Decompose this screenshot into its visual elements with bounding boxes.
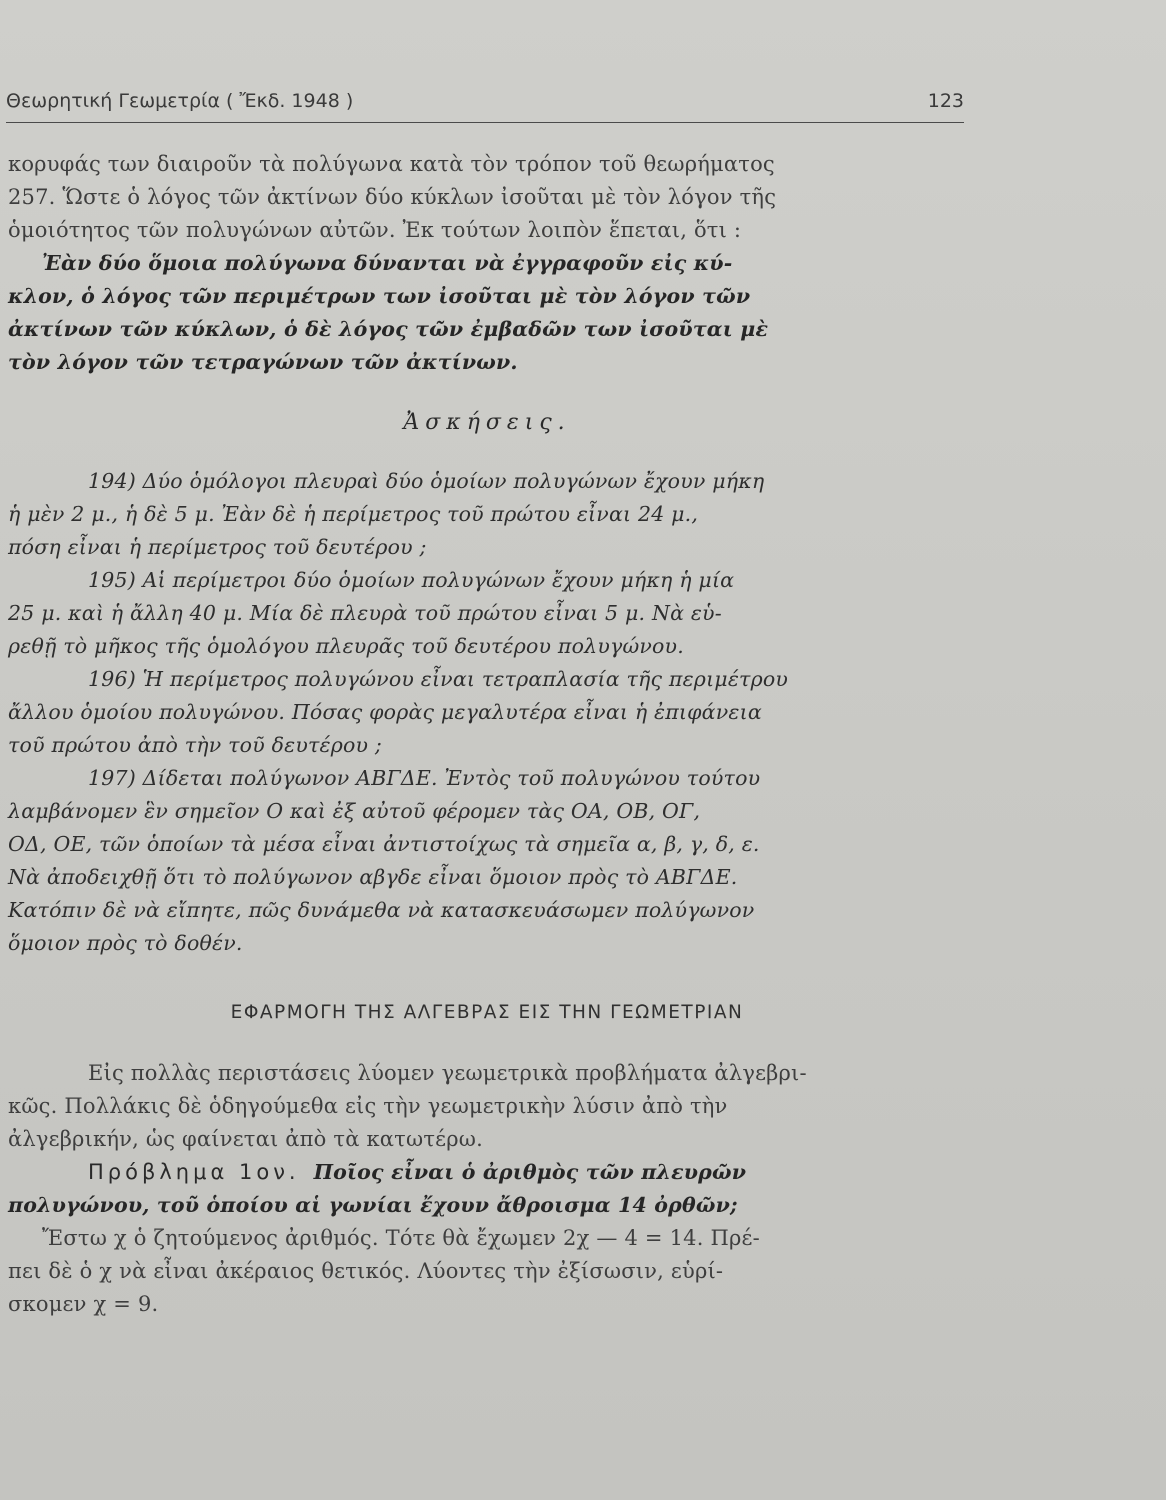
paragraph-line: Εἰς πολλὰς περιστάσεις λύομεν γεωμετρικὰ προβλήματα ἀλγεβρι- — [88, 1061, 807, 1085]
exercise-197-line: Νὰ ἀποδειχθῇ ὅτι τὸ πολύγωνον αβγδε εἶναι ὅμοιον πρὸς τὸ ΑΒΓΔΕ. — [8, 865, 738, 889]
running-title: Θεωρητική Γεωμετρία ( Ἔκδ. 1948 ) — [6, 90, 354, 112]
solution-line: Ἔστω χ ὁ ζητούμενος ἀριθμός. Τότε θὰ ἔχωμεν 2χ — 4 = 14. Πρέ- — [42, 1226, 760, 1250]
exercise-196-line: 196) Ἡ περίμετρος πολυγώνου εἶναι τετραπλασία τῆς περιμέτρου — [88, 667, 789, 691]
problem-question-line: πολυγώνου, τοῦ ὁποίου αἱ γωνίαι ἔχουν ἄθροισμα 14 ὀρθῶν; — [8, 1193, 738, 1217]
solution-line: σκομεν χ = 9. — [8, 1292, 159, 1316]
exercise-197-line: ΟΔ, ΟΕ, τῶν ὁποίων τὰ μέσα εἶναι ἀντιστοίχως τὰ σημεῖα α, β, γ, δ, ε. — [8, 832, 760, 856]
running-header — [6, 90, 964, 112]
problem-line — [8, 1156, 966, 1189]
theorem-line: ἀκτίνων τῶν κύκλων, ὁ δὲ λόγος τῶν ἐμβαδῶν των ἰσοῦται μὲ — [8, 317, 769, 341]
exercise-194-line: ἡ μὲν 2 μ., ἡ δὲ 5 μ. Ἐὰν δὲ ἡ περίμετρος τοῦ πρώτου εἶναι 24 μ., — [8, 502, 699, 526]
section-heading: ΕΦΑΡΜΟΓΗ ΤΗΣ ΑΛΓΕΒΡΑΣ ΕΙΣ ΤΗΝ ΓΕΩΜΕΤΡΙΑΝ — [230, 1002, 744, 1023]
theorem-line: Ἐὰν δύο ὅμοια πολύγωνα δύνανται νὰ ἐγγραφοῦν εἰς κύ- — [42, 251, 733, 275]
paragraph-line: κῶς. Πολλάκις δὲ ὁδηγούμεθα εἰς τὴν γεωμετρικὴν λύσιν ἀπὸ τὴν — [8, 1094, 728, 1118]
exercise-197-line: 197) Δίδεται πολύγωνον ΑΒΓΔΕ. Ἐντὸς τοῦ πολυγώνου τούτου — [88, 766, 761, 790]
page-number: 123 — [927, 90, 964, 112]
paragraph-line: ἀλγεβρικήν, ὡς φαίνεται ἀπὸ τὰ κατωτέρω. — [8, 1127, 483, 1151]
exercise-195-line: 25 μ. καὶ ἡ ἄλλη 40 μ. Μία δὲ πλευρὰ τοῦ πρώτου εἶναι 5 μ. Νὰ εὑ- — [8, 601, 722, 625]
exercise-194-line: 194) Δύο ὁμόλογοι πλευραὶ δύο ὁμοίων πολυγώνων ἔχουν μήκη — [88, 469, 765, 493]
exercise-195-line: 195) Αἱ περίμετροι δύο ὁμοίων πολυγώνων ἔχουν μήκη ἡ μία — [88, 568, 735, 592]
problem-question: Ποῖος εἶναι ὁ ἀριθμὸς τῶν πλευρῶν — [313, 1160, 747, 1184]
text-line: ὁμοιότητος τῶν πολυγώνων αὐτῶν. Ἐκ τούτων λοιπὸν ἕπεται, ὅτι : — [8, 218, 742, 242]
solution-line: πει δὲ ὁ χ νὰ εἶναι ἀκέραιος θετικός. Λύοντες τὴν ἐξίσωσιν, εὑρί- — [8, 1259, 724, 1283]
problem-label: Πρόβλημα 1ον. — [88, 1160, 300, 1184]
exercise-196-line: τοῦ πρώτου ἀπὸ τὴν τοῦ δευτέρου ; — [8, 733, 383, 757]
theorem-line: τὸν λόγον τῶν τετραγώνων τῶν ἀκτίνων. — [8, 350, 518, 374]
text-line: κορυφάς των διαιροῦν τὰ πολύγωνα κατὰ τὸν τρόπον τοῦ θεωρήματος — [8, 152, 775, 176]
page-body — [8, 148, 966, 1321]
exercise-197-line: ὅμοιον πρὸς τὸ δοθέν. — [8, 931, 243, 955]
exercise-197-line: λαμβάνομεν ἓν σημεῖον Ο καὶ ἐξ αὐτοῦ φέρομεν τὰς ΟΑ, ΟΒ, ΟΓ, — [8, 799, 701, 823]
header-rule — [6, 122, 964, 123]
theorem-line: κλον, ὁ λόγος τῶν περιμέτρων των ἰσοῦται μὲ τὸν λόγον τῶν — [8, 284, 751, 308]
text-line: 257. Ὥστε ὁ λόγος τῶν ἀκτίνων δύο κύκλων ἰσοῦται μὲ τὸν λόγον τῆς — [8, 185, 777, 209]
exercise-196-line: ἄλλου ὁμοίου πολυγώνου. Πόσας φορὰς μεγαλυτέρα εἶναι ἡ ἐπιφάνεια — [8, 700, 762, 724]
exercise-194-line: πόση εἶναι ἡ περίμετρος τοῦ δευτέρου ; — [8, 535, 427, 559]
exercise-195-line: ρεθῇ τὸ μῆκος τῆς ὁμολόγου πλευρᾶς τοῦ δευτέρου πολυγώνου. — [8, 634, 684, 658]
exercise-197-line: Κατόπιν δὲ νὰ εἴπητε, πῶς δυνάμεθα νὰ κατασκευάσωμεν πολύγωνον — [8, 898, 755, 922]
exercises-heading: Ἀσκήσεις. — [403, 410, 571, 435]
